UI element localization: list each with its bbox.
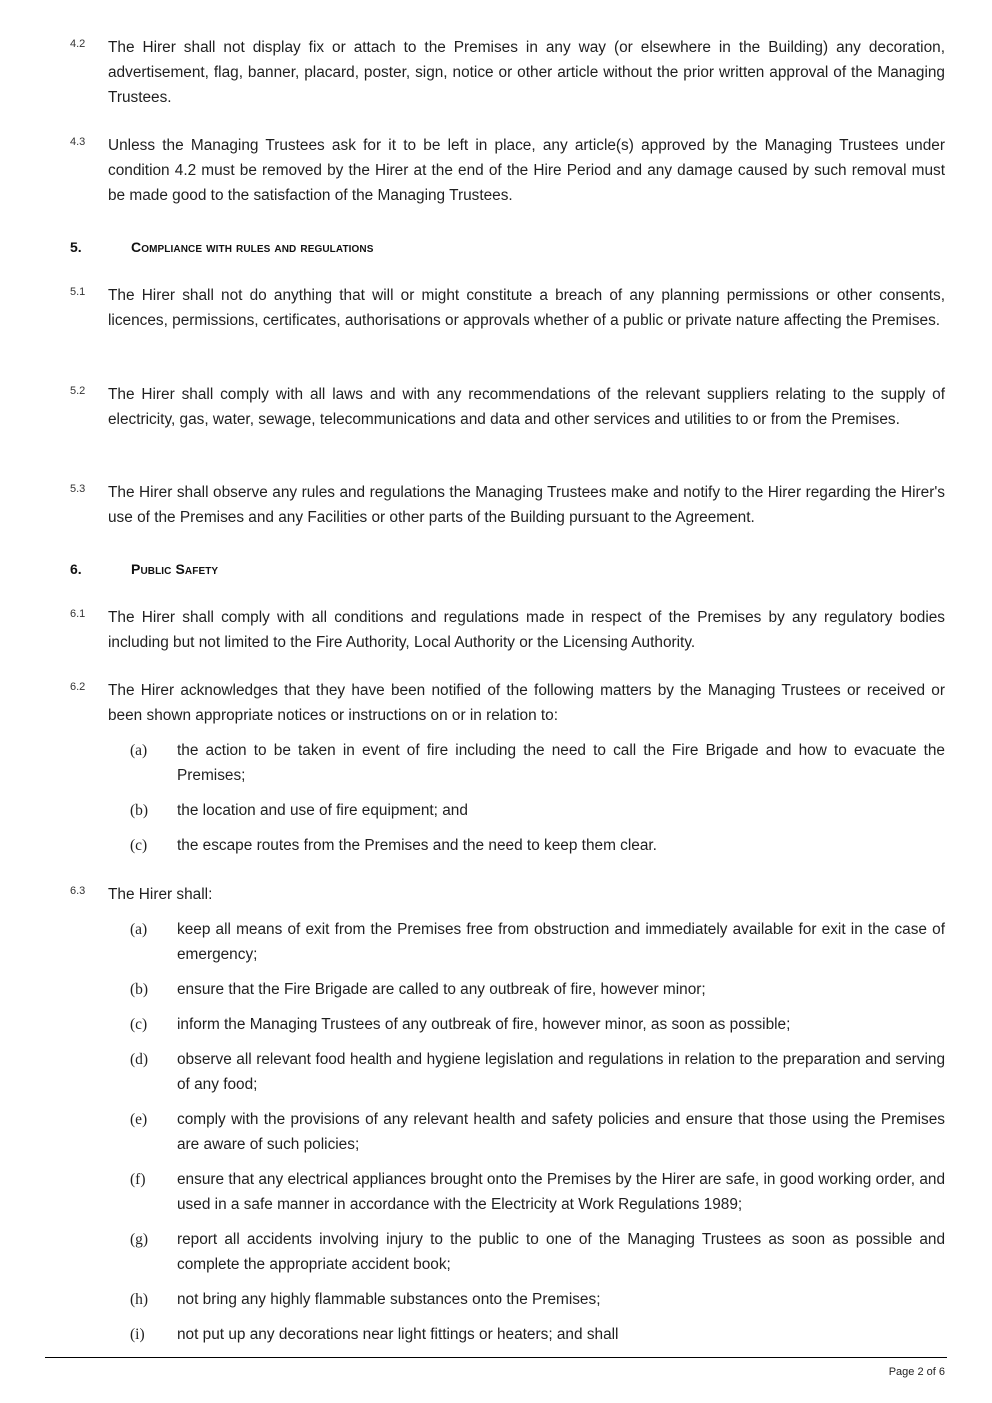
list-item (130, 1227, 945, 1277)
clause-6-2 (70, 678, 945, 728)
item-letter: (b) (130, 981, 149, 998)
section-title: Compliance with rules and regulations (131, 239, 374, 255)
page-number: Page 2 of 6 (888, 1366, 945, 1378)
clause-text: The Hirer shall not display fix or attach to the Premises in any way (or elsewhere in the Building) any decoration, advertisement, flag, banner, placard, poster, sign, notice or other article without the prior written approval of the Managing Trustees. (108, 39, 945, 106)
item-text: ensure that the Fire Brigade are called to any outbreak of fire, however minor; (177, 981, 706, 998)
footer-divider (45, 1357, 947, 1358)
clause-text: The Hirer shall comply with all laws and with any recommendations of the relevant suppliers relating to the supply of electricity, gas, water, sewage, telecommunications and data and other services and utilities to or from the Premises. (108, 386, 945, 428)
clause-number: 5.3 (70, 483, 86, 495)
item-letter: (g) (130, 1231, 149, 1248)
item-letter: (c) (130, 1016, 148, 1033)
list-item (130, 977, 945, 1002)
clause-number: 6.2 (70, 681, 86, 693)
item-text: the action to be taken in event of fire including the need to call the Fire Brigade and how to evacuate the Premises; (177, 742, 945, 784)
item-text: not put up any decorations near light fittings or heaters; and shall (177, 1326, 619, 1343)
list-item (130, 1167, 945, 1217)
item-text: report all accidents involving injury to the public to one of the Managing Trustees as soon as possible and complete the appropriate accident book; (177, 1231, 945, 1273)
item-letter: (i) (130, 1326, 145, 1343)
section-heading-6 (70, 561, 218, 577)
clause-6-3 (70, 882, 945, 907)
clause-text: The Hirer shall not do anything that will or might constitute a breach of any planning permissions or other consents, licences, permissions, certificates, authorisations or approvals whether of a public or private nature affecting the Premises. (108, 287, 945, 329)
clause-number: 6.3 (70, 885, 86, 897)
item-text: keep all means of exit from the Premises free from obstruction and immediately available for exit in the case of emergency; (177, 921, 945, 963)
list-item (130, 833, 945, 858)
list-item (130, 798, 945, 823)
item-letter: (h) (130, 1291, 149, 1308)
clause-6-1 (70, 605, 945, 655)
clause-number: 4.2 (70, 38, 86, 50)
list-item (130, 917, 945, 967)
clause-5-2 (70, 382, 945, 432)
item-text: not bring any highly flammable substances onto the Premises; (177, 1291, 601, 1308)
section-heading-5 (70, 239, 374, 255)
item-letter: (a) (130, 742, 148, 759)
list-item (130, 1287, 945, 1312)
clause-text: The Hirer shall: (108, 886, 213, 903)
section-number: 5. (70, 239, 82, 255)
clause-number: 5.1 (70, 286, 86, 298)
item-text: the location and use of fire equipment; and (177, 802, 468, 819)
list-item (130, 1322, 945, 1347)
clause-text: The Hirer shall observe any rules and regulations the Managing Trustees make and notify to the Hirer regarding the Hirer's use of the Premises and any Facilities or other parts of the Building pursuant to the Agreement. (108, 484, 945, 526)
list-item (130, 738, 945, 788)
item-letter: (c) (130, 837, 148, 854)
clause-number: 4.3 (70, 136, 86, 148)
list-item (130, 1012, 945, 1037)
clause-4-2 (70, 35, 945, 110)
item-text: observe all relevant food health and hygiene legislation and regulations in relation to the preparation and serving of any food; (177, 1051, 945, 1093)
item-text: inform the Managing Trustees of any outbreak of fire, however minor, as soon as possible; (177, 1016, 791, 1033)
section-number: 6. (70, 561, 82, 577)
clause-4-3 (70, 133, 945, 208)
item-letter: (e) (130, 1111, 148, 1128)
clause-number: 6.1 (70, 608, 86, 620)
clause-text: The Hirer acknowledges that they have been notified of the following matters by the Managing Trustees or received or been shown appropriate notices or instructions on or in relation to: (108, 682, 945, 724)
clause-5-1 (70, 283, 945, 333)
section-title: Public Safety (131, 561, 219, 577)
item-letter: (a) (130, 921, 148, 938)
clause-number: 5.2 (70, 385, 86, 397)
item-text: ensure that any electrical appliances brought onto the Premises by the Hirer are safe, in good working order, and used in a safe manner in accordance with the Electricity at Work Regulations 1989; (177, 1171, 945, 1213)
item-text: comply with the provisions of any relevant health and safety policies and ensure that those using the Premises are aware of such policies; (177, 1111, 945, 1153)
item-letter: (f) (130, 1171, 146, 1188)
list-item (130, 1107, 945, 1157)
clause-text: Unless the Managing Trustees ask for it to be left in place, any article(s) approved by the Managing Trustees under condition 4.2 must be removed by the Hirer at the end of the Hire Period and any damage caused by such removal must be made good to the satisfaction of the Managing Trustees. (108, 137, 945, 204)
clause-text: The Hirer shall comply with all conditions and regulations made in respect of the Premises by any regulatory bodies including but not limited to the Fire Authority, Local Authority or the Licensing Authority. (108, 609, 945, 651)
item-letter: (b) (130, 802, 149, 819)
clause-5-3 (70, 480, 945, 530)
list-item (130, 1047, 945, 1097)
item-letter: (d) (130, 1051, 149, 1068)
item-text: the escape routes from the Premises and the need to keep them clear. (177, 837, 657, 854)
